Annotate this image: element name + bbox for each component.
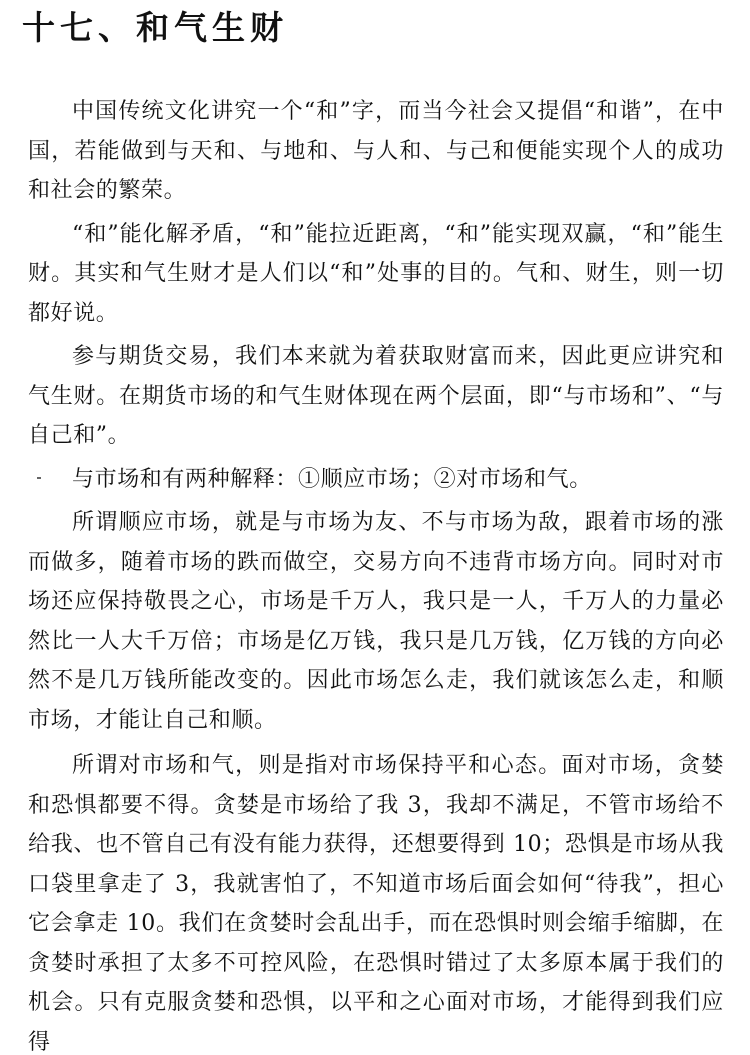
paragraph: 所谓顺应市场，就是与市场为友、不与市场为敌，跟着市场的涨而做多，随着市场的跌而做空，交易方向不违背市场方向。同时对市场还应保持敬畏之心，市场是千万人，我只是一人，千万人的力量必然比一人大千万倍；市场是亿万钱，我只是几万钱，亿万钱的方向必然不是几万钱所能改变的。因此市场怎么走，我们就该怎么走，和顺市场，才能让自己和顺。	[28, 510, 724, 733]
paragraph: “和”能化解矛盾，“和”能拉近距离，“和”能实现双赢，“和”能生财。其实和气生财才是人们以“和”处事的目的。气和、财生，则一切都好说。	[28, 221, 724, 326]
paragraph: 与市场和有两种解释：①顺应市场；②对市场和气。	[72, 466, 592, 492]
paragraph: 参与期货交易，我们本来就为着获取财富而来，因此更应讲究和气生财。在期货市场的和气生财体现在两个层面，即“与市场和”、“与自己和”。	[28, 344, 724, 448]
paragraph: 中国传统文化讲究一个“和”字，而当今社会又提倡“和谐”，在中国，若能做到与天和、与地和、与人和、与己和便能实现个人的成功和社会的繁荣。	[28, 99, 724, 203]
chapter-title: 十七、和气生财	[22, 8, 288, 47]
body-text	[28, 92, 724, 1055]
paragraph: 所谓对市场和气，则是指对市场保持平和心态。面对市场，贪婪和恐惧都要不得。贪婪是市场给了我 3，我却不满足，不管市场给不给我、也不管自己有没有能力获得，还想要得到 10；恐惧是市场从我口袋里拿走了 3，我就害怕了，不知道市场后面会如何“待我”，担心它会拿走 10。我们在贪婪时会乱出手，而在恐惧时则会缩手缩脚，在贪婪时承担了太多不可控风险，在恐惧时错过了太多原本属于我们的机会。只有克服贪婪和恐惧，以平和之心面对市场，才能得到我们应得	[28, 753, 724, 1055]
